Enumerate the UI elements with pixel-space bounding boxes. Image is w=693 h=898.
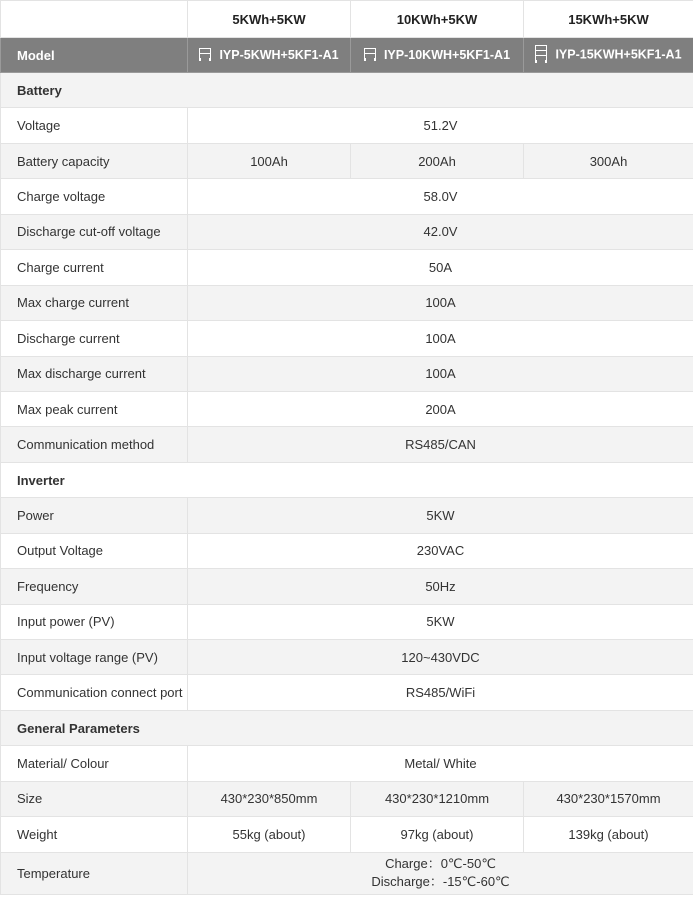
row-value: RS485/WiFi	[188, 675, 693, 710]
table-row	[1, 746, 693, 781]
row-value: Metal/ White	[188, 746, 693, 781]
row-label: Input power (PV)	[1, 604, 188, 639]
table-row	[1, 321, 693, 356]
row-value: 5KW	[188, 604, 693, 639]
table-row	[1, 427, 693, 462]
section-inverter	[1, 462, 693, 497]
header-blank-cell	[1, 1, 188, 38]
row-value: 100A	[188, 356, 693, 391]
row-value: 50A	[188, 250, 693, 285]
temperature-discharge: Discharge：-15℃-60℃	[371, 874, 510, 890]
row-value: 200A	[188, 391, 693, 426]
section-title: Battery	[1, 73, 693, 108]
row-label: Voltage	[1, 108, 188, 143]
section-general	[1, 710, 693, 745]
row-label: Communication connect port	[1, 675, 188, 710]
row-value: 50Hz	[188, 569, 693, 604]
row-label: Input voltage range (PV)	[1, 640, 188, 675]
row-value: 5KW	[188, 498, 693, 533]
temperature-charge: Charge：0℃-50℃	[385, 856, 496, 872]
table-row	[1, 533, 693, 568]
row-value: 42.0V	[188, 214, 693, 249]
row-label: Charge current	[1, 250, 188, 285]
row-value: 120~430VDC	[188, 640, 693, 675]
row-label: Communication method	[1, 427, 188, 462]
table-row	[1, 285, 693, 320]
table-row	[1, 108, 693, 143]
table-row	[1, 817, 693, 852]
row-value: 100A	[188, 285, 693, 320]
row-label: Power	[1, 498, 188, 533]
table-row	[1, 498, 693, 533]
section-battery	[1, 73, 693, 108]
row-value: 58.0V	[188, 179, 693, 214]
row-value: RS485/CAN	[188, 427, 693, 462]
row-value: 97kg (about)	[351, 817, 524, 852]
section-title: Inverter	[1, 462, 693, 497]
row-label: Weight	[1, 817, 188, 852]
row-label: Frequency	[1, 569, 188, 604]
row-label: Temperature	[1, 852, 188, 894]
row-label: Output Voltage	[1, 533, 188, 568]
table-row	[1, 214, 693, 249]
column-header-10kwh: 10KWh+5KW	[351, 1, 524, 38]
row-label: Discharge current	[1, 321, 188, 356]
table-row	[1, 391, 693, 426]
row-value: 139kg (about)	[524, 817, 693, 852]
column-header-row	[1, 1, 693, 38]
model-name: IYP-5KWH+5KF1-A1	[219, 47, 339, 62]
row-label: Material/ Colour	[1, 746, 188, 781]
model-cell-5kwh	[188, 38, 351, 73]
table-row	[1, 781, 693, 816]
table-row	[1, 675, 693, 710]
model-row	[1, 38, 693, 73]
row-value	[188, 852, 693, 894]
section-title: General Parameters	[1, 710, 693, 745]
model-label: Model	[1, 38, 188, 73]
table-row	[1, 569, 693, 604]
table-row	[1, 852, 693, 894]
row-value: 430*230*1570mm	[524, 781, 693, 816]
model-name: IYP-10KWH+5KF1-A1	[383, 47, 511, 62]
battery-stack-icon	[199, 48, 211, 61]
row-value: 300Ah	[524, 143, 693, 178]
table-row	[1, 143, 693, 178]
row-value: 430*230*850mm	[188, 781, 351, 816]
row-value: 430*230*1210mm	[351, 781, 524, 816]
row-label: Max peak current	[1, 391, 188, 426]
table-row	[1, 250, 693, 285]
model-name: IYP-15KWH+5KF1-A1	[555, 47, 682, 62]
row-label: Charge voltage	[1, 179, 188, 214]
row-label: Battery capacity	[1, 143, 188, 178]
row-label: Max charge current	[1, 285, 188, 320]
row-label: Discharge cut-off voltage	[1, 214, 188, 249]
table-row	[1, 604, 693, 639]
row-value: 200Ah	[351, 143, 524, 178]
model-cell-15kwh	[524, 38, 693, 73]
column-header-15kwh: 15KWh+5KW	[524, 1, 693, 38]
battery-stack-icon	[364, 48, 376, 61]
row-value: 230VAC	[188, 533, 693, 568]
row-value: 100A	[188, 321, 693, 356]
table-row	[1, 179, 693, 214]
row-value: 55kg (about)	[188, 817, 351, 852]
table-row	[1, 640, 693, 675]
row-value: 51.2V	[188, 108, 693, 143]
row-value: 100Ah	[188, 143, 351, 178]
table-row	[1, 356, 693, 391]
battery-stack-icon	[535, 45, 547, 63]
row-label: Max discharge current	[1, 356, 188, 391]
column-header-5kwh: 5KWh+5KW	[188, 1, 351, 38]
model-cell-10kwh	[351, 38, 524, 73]
row-label: Size	[1, 781, 188, 816]
